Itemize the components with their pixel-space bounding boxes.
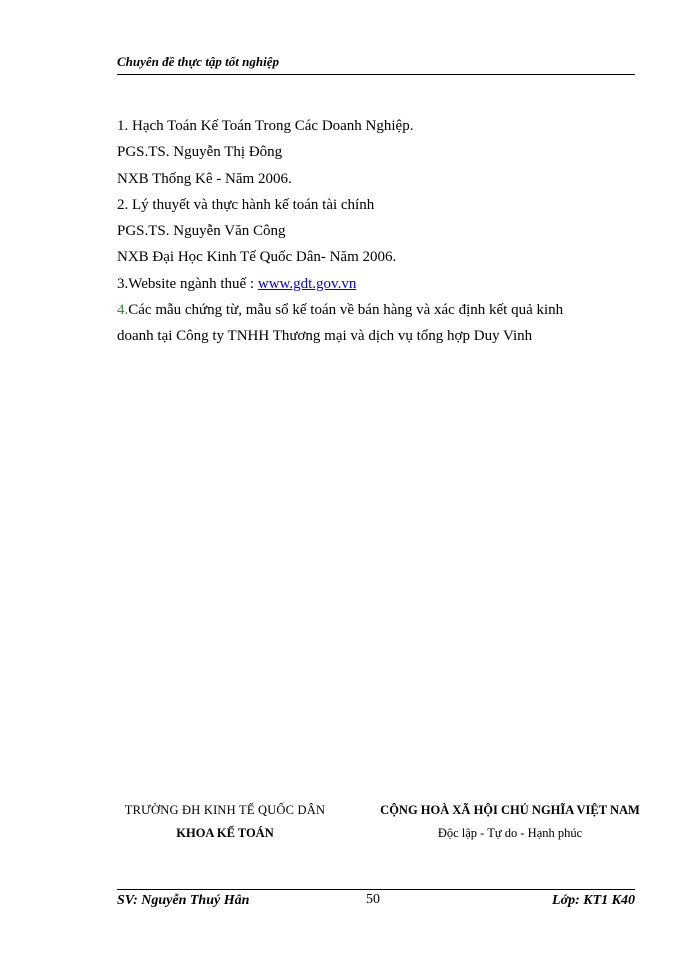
nation-name: CỘNG HOÀ XÃ HỘI CHỦ NGHĨA VIỆT NAM: [380, 803, 640, 817]
nation-signature-block: [372, 803, 648, 841]
reference-line-5: PGS.TS. Nguyễn Văn Công: [117, 223, 286, 240]
school-signature-block: [120, 803, 330, 841]
footer-class: Lớp: KT1 K40: [552, 893, 635, 908]
nation-motto: Độc lập - Tự do - Hạnh phúc: [437, 826, 583, 840]
website-prefix: 3.Website ngành thuế :: [117, 275, 258, 292]
faculty-name: KHOA KẾ TOÁN: [176, 826, 274, 840]
document-header-title: Chuyên đề thực tập tốt nghiệp: [117, 54, 279, 69]
header-divider: [117, 74, 635, 75]
item4-text-line1: Các mẫu chứng từ, mẫu sổ kế toán về bán hàng và xác định kết quả kinh: [128, 302, 564, 319]
footer-page-number: 50: [366, 892, 380, 907]
footer-divider: [117, 889, 635, 890]
reference-line-4: 2. Lý thuyết và thực hành kế toán tài chính: [117, 196, 375, 213]
reference-item4-line1: [117, 297, 637, 323]
website-link[interactable]: www.gdt.gov.vn: [257, 275, 357, 292]
reference-line-6: NXB Đại Học Kinh Tế Quốc Dân- Năm 2006.: [117, 249, 397, 266]
reference-line-1: 1. Hạch Toán Kế Toán Trong Các Doanh Nghiệp.: [117, 118, 414, 134]
reference-line-3: NXB Thống Kê - Năm 2006.: [117, 170, 292, 187]
reference-item4-line2: doanh tại Công ty TNHH Thương mại và dịch vụ tổng hợp Duy Vinh: [117, 328, 533, 345]
references-list: [117, 113, 637, 350]
reference-line-2: PGS.TS. Nguyễn Thị Đông: [117, 144, 283, 161]
item4-number: 4.: [117, 302, 129, 319]
footer-student-name: SV: Nguyễn Thuý Hân: [117, 893, 250, 908]
reference-website: [117, 271, 637, 297]
school-name: TRƯỜNG ĐH KINH TẾ QUỐC DÂN: [124, 803, 326, 817]
